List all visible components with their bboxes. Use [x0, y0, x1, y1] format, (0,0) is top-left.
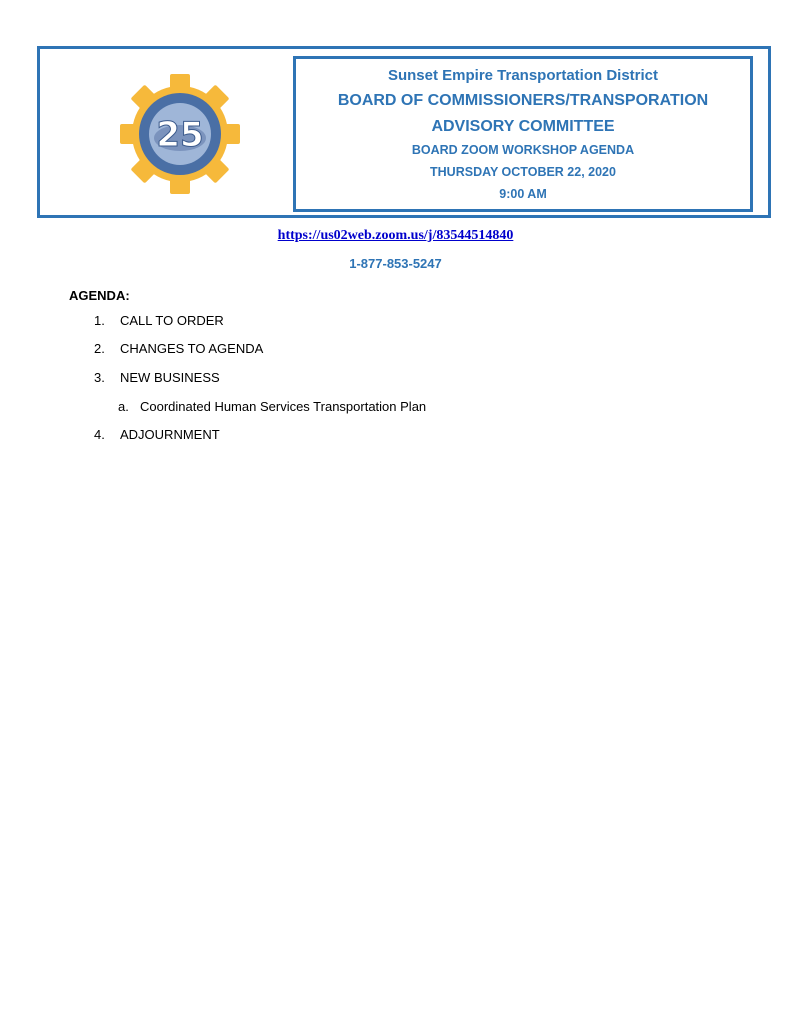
dial-in-phone: 1-877-853-5247 [349, 256, 442, 271]
board-title-line2: ADVISORY COMMITTEE [431, 118, 615, 135]
agenda-item-label: NEW BUSINESS [120, 370, 220, 385]
agenda-item-number: 2. [94, 341, 105, 356]
agenda-item-number: 4. [94, 427, 105, 442]
meeting-date: THURSDAY OCTOBER 22, 2020 [430, 165, 616, 179]
logo-number: 25 [156, 115, 204, 155]
agenda-item [94, 313, 224, 328]
agenda-item [94, 370, 220, 385]
agenda-item-label: CALL TO ORDER [120, 313, 224, 328]
meeting-time: 9:00 AM [499, 187, 547, 201]
agenda-heading: AGENDA: [69, 288, 130, 303]
agenda-subitem-letter: a. [118, 399, 129, 414]
header-title-box [293, 56, 753, 212]
board-title-line1: BOARD OF COMMISSIONERS/TRANSPORATION [337, 92, 709, 109]
agenda-item-number: 1. [94, 313, 105, 328]
district-25-logo-icon [118, 72, 242, 196]
organization-name: Sunset Empire Transportation District [387, 67, 659, 84]
agenda-subitem-label: Coordinated Human Services Transportation Plan [140, 399, 427, 414]
agenda-item [94, 427, 220, 442]
agenda-subitem [118, 399, 426, 414]
agenda-item-label: CHANGES TO AGENDA [120, 341, 264, 356]
agenda-item-number: 3. [94, 370, 105, 385]
zoom-meeting-link[interactable]: https://us02web.zoom.us/j/83544514840 [277, 228, 514, 243]
meeting-type: BOARD ZOOM WORKSHOP AGENDA [411, 143, 635, 157]
agenda-item-label: ADJOURNMENT [120, 427, 220, 442]
agenda-item [94, 341, 263, 356]
